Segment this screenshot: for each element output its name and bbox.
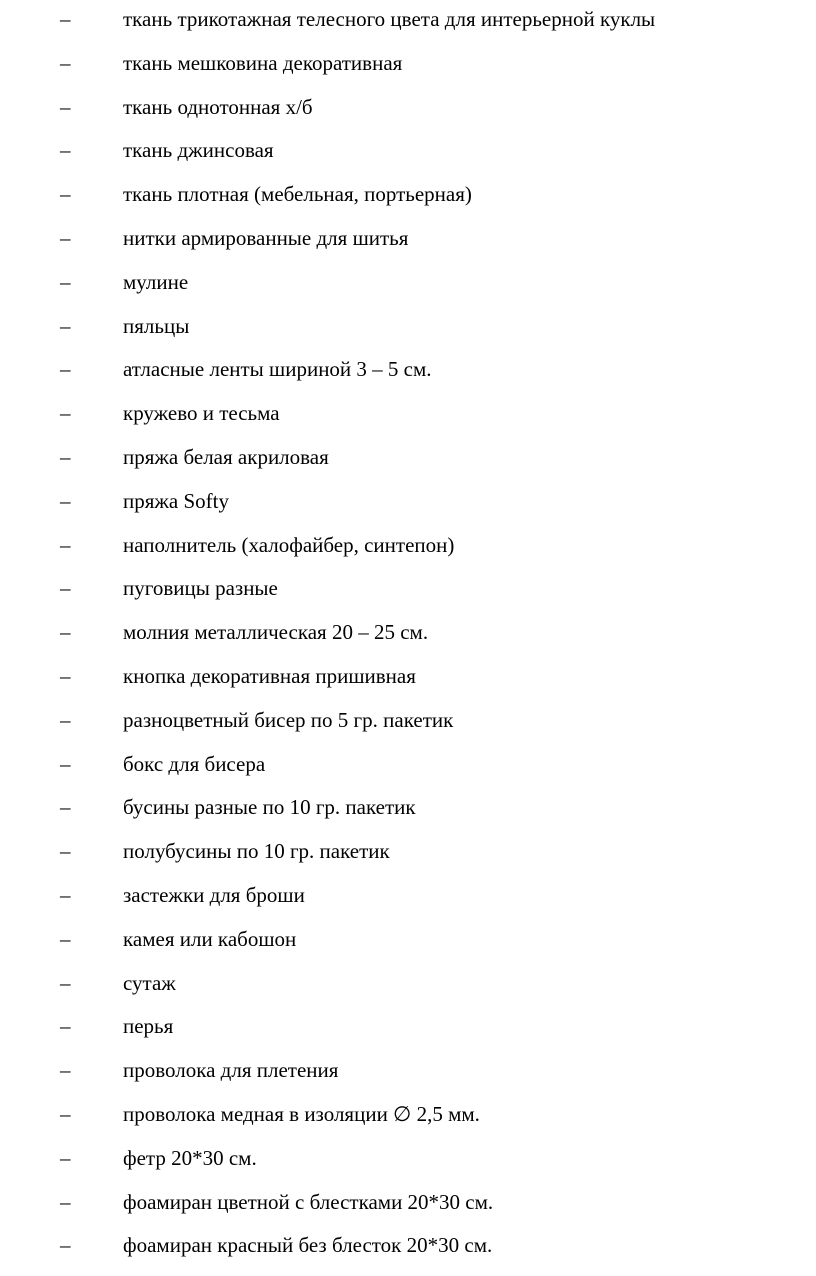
list-item-text: ткань трикотажная телесного цвета для интерьерной куклы (123, 7, 656, 31)
list-item (0, 2, 816, 46)
list-item (0, 1228, 816, 1272)
list-bullet-dash: – (60, 488, 71, 513)
list-bullet-dash: – (60, 707, 71, 732)
list-item (0, 1053, 816, 1097)
list-item-text: ткань мешковина декоративная (123, 50, 403, 75)
list-item (0, 834, 816, 878)
list-bullet-dash: – (60, 225, 71, 250)
list-item (0, 528, 816, 572)
list-item (0, 1141, 816, 1185)
list-bullet-dash: – (60, 751, 71, 776)
list-item (0, 1185, 816, 1229)
list-item-text: застежки для броши (123, 882, 305, 907)
list-item (0, 396, 816, 440)
list-item-text: наполнитель (халофайбер, синтепон) (123, 532, 455, 557)
materials-list (0, 2, 816, 1272)
list-item-text: фоамиран красный без блесток 20*30 см. (123, 1233, 493, 1258)
list-item-text: ткань однотонная х/б (123, 94, 313, 119)
list-item (0, 922, 816, 966)
list-item-text: ткань плотная (мебельная, портьерная) (123, 182, 472, 207)
list-item-text: атласные ленты шириной 3 – 5 см. (123, 357, 432, 382)
list-item (0, 90, 816, 134)
list-item-text: фоамиран цветной с блестками 20*30 см. (123, 1189, 494, 1214)
list-item-text: пуговицы разные (123, 576, 278, 601)
list-item-text: камея или кабошон (123, 926, 297, 951)
list-bullet-dash: – (60, 839, 71, 864)
list-item (0, 703, 816, 747)
list-bullet-dash: – (60, 1058, 71, 1083)
list-item-text: пяльцы (123, 313, 190, 338)
list-bullet-dash: – (60, 269, 71, 294)
list-item-text: пряжа белая акриловая (123, 444, 329, 469)
list-item-text: перья (123, 1014, 174, 1039)
list-item-text: разноцветный бисер по 5 гр. пакетик (123, 707, 454, 732)
list-item (0, 46, 816, 90)
list-item-text: кружево и тесьма (123, 401, 280, 426)
list-item-text: проволока медная в изоляции ∅ 2,5 мм. (123, 1101, 480, 1126)
list-item-text: молния металлическая 20 – 25 см. (123, 620, 429, 645)
list-bullet-dash: – (60, 357, 71, 382)
list-item (0, 221, 816, 265)
list-item-text: ткань джинсовая (123, 138, 274, 163)
list-item (0, 265, 816, 309)
list-bullet-dash: – (60, 532, 71, 557)
list-item-text: нитки армированные для шитья (123, 225, 409, 250)
list-bullet-dash: – (60, 313, 71, 338)
list-item (0, 966, 816, 1010)
list-item-text: проволока для плетения (123, 1058, 339, 1083)
list-item-text: бусины разные по 10 гр. пакетик (123, 795, 416, 820)
list-item (0, 659, 816, 703)
list-bullet-dash: – (60, 1233, 71, 1258)
list-bullet-dash: – (60, 94, 71, 119)
list-bullet-dash: – (60, 50, 71, 75)
list-bullet-dash: – (60, 138, 71, 163)
list-bullet-dash: – (60, 576, 71, 601)
list-item (0, 177, 816, 221)
list-item-text: пряжа Softy (123, 488, 229, 513)
list-item (0, 1097, 816, 1141)
list-bullet-dash: – (60, 1189, 71, 1214)
list-bullet-dash: – (60, 182, 71, 207)
list-item-text: кнопка декоративная пришивная (123, 663, 416, 688)
list-item (0, 571, 816, 615)
list-bullet-dash: – (60, 795, 71, 820)
list-bullet-dash: – (60, 1145, 71, 1170)
list-item (0, 484, 816, 528)
list-item-text: фетр 20*30 см. (123, 1145, 257, 1170)
list-item (0, 790, 816, 834)
list-bullet-dash: – (60, 926, 71, 951)
list-item (0, 615, 816, 659)
list-item (0, 878, 816, 922)
list-bullet-dash: – (60, 401, 71, 426)
list-item-text: мулине (123, 269, 189, 294)
list-bullet-dash: – (60, 620, 71, 645)
list-item (0, 1009, 816, 1053)
list-item (0, 133, 816, 177)
list-bullet-dash: – (60, 882, 71, 907)
list-bullet-dash: – (60, 7, 71, 31)
list-item (0, 440, 816, 484)
list-bullet-dash: – (60, 663, 71, 688)
list-item-text: сутаж (123, 970, 176, 995)
list-item-text: полубусины по 10 гр. пакетик (123, 839, 390, 864)
list-bullet-dash: – (60, 1014, 71, 1039)
list-bullet-dash: – (60, 970, 71, 995)
list-item (0, 309, 816, 353)
list-item (0, 352, 816, 396)
list-bullet-dash: – (60, 444, 71, 469)
list-bullet-dash: – (60, 1101, 71, 1126)
list-item-text: бокс для бисера (123, 751, 266, 776)
list-item (0, 747, 816, 791)
